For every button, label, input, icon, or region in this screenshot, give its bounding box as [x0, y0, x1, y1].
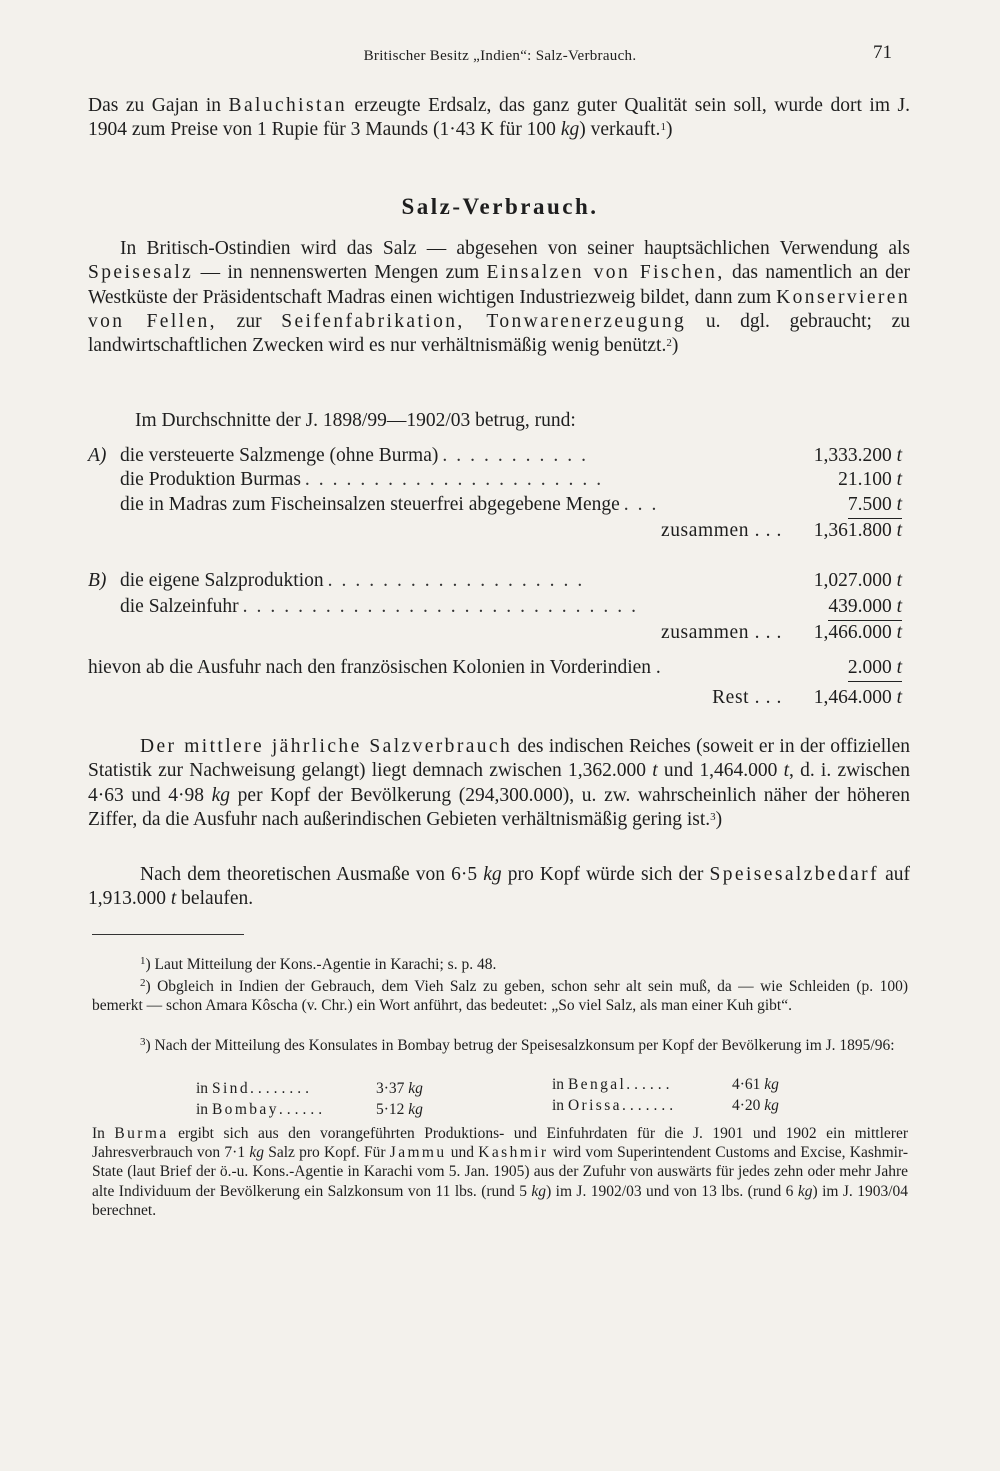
value-number: 1,027.000	[813, 570, 892, 591]
region-name: Bengal	[567, 1076, 627, 1093]
note-text: ergibt sich aus den vorangeführten Produktions- und Einfuhrdaten für die J. 1901 und 1902 ein mittlerer Jahresverbrauch von 7·1	[92, 1125, 908, 1162]
consumption-row-bengal	[552, 1075, 779, 1094]
table-a-row	[88, 493, 910, 517]
unit: kg	[797, 1182, 813, 1200]
footnote-1	[92, 955, 908, 974]
footnote-mark: 2	[140, 977, 146, 989]
region-prefix: in	[196, 1101, 212, 1118]
running-title: Britischer Besitz „Indien“: Salz-Verbrauch.	[363, 48, 637, 64]
consumption-row-orissa	[552, 1096, 779, 1115]
row-label-text: die in Madras zum Fischeinsalzen steuerfrei abgegebene Menge	[120, 494, 620, 515]
consumption-text-3: , d. i. zwischen 4·63 und 4·98	[88, 760, 910, 806]
rest-row	[88, 686, 910, 710]
usage-emph-3: Konservieren von Fellen,	[88, 286, 910, 332]
value-unit: t	[896, 570, 902, 591]
region-unit: kg	[408, 1101, 423, 1118]
unit: kg	[483, 864, 502, 885]
footnote-text: ) Nach der Mitteilung des Konsulates in Bombay betrug der Speisesalzkonsum per Kopf der Bevölkerung im J. 1895/96:	[145, 1037, 895, 1054]
dot-leaders: ........	[249, 1080, 313, 1097]
theory-emph: Speisesalzbedarf	[709, 864, 879, 885]
intro-text-4: )	[665, 119, 673, 141]
theory-paragraph	[88, 863, 910, 912]
note-text: ) im J. 1903/04 berechnet.	[92, 1182, 908, 1219]
region-prefix: in	[196, 1080, 212, 1097]
value-unit: t	[896, 596, 902, 617]
region-value: 4·20	[732, 1097, 761, 1114]
usage-text-4: zur	[216, 310, 282, 332]
row-label	[120, 468, 790, 492]
intro-text-2: erzeugte Erdsalz, das ganz guter Qualität sein soll, wurde dort im J. 1904 zum Preise von 1 Rupie für 3 Maunds (1·43 K für 100	[88, 95, 910, 141]
table-b-label: B)	[88, 570, 107, 591]
dot-leaders: ...........	[442, 445, 595, 466]
unit: t	[652, 760, 658, 782]
footnote-ref-3: 3	[710, 810, 716, 823]
region-prefix: in	[552, 1097, 568, 1114]
value-number: 7.500	[847, 494, 892, 515]
value-unit: t	[896, 657, 902, 678]
region-prefix: in	[552, 1076, 568, 1093]
total-value	[814, 621, 902, 645]
region-name: Kashmir	[478, 1144, 549, 1162]
usage-paragraph	[88, 237, 910, 358]
value-unit: t	[896, 494, 902, 515]
unit: t	[170, 888, 177, 910]
footnote-text: ) Laut Mitteilung der Kons.-Agentie in Karachi; s. p. 48.	[145, 956, 497, 973]
region-name: Burma	[114, 1125, 169, 1142]
dot-leaders: ......	[626, 1076, 674, 1093]
intro-unit: kg	[560, 119, 580, 141]
value-unit: t	[896, 445, 902, 466]
region-unit: kg	[764, 1076, 779, 1093]
value-unit: t	[896, 469, 902, 490]
footnote-text: ) Obgleich in Indien der Gebrauch, dem Vieh Salz zu geben, schon sehr alt sein muß, da — wie Schleiden (p. 100) bemerkt — schon Amara Kôscha (v. Chr.) ein Wort anführt, das bedeutet: „So viel Salz, als man einer Kuh gibt“.	[92, 978, 908, 1015]
table-a-label: A)	[88, 445, 107, 466]
value-number: 21.100	[838, 469, 892, 490]
section-title: Salz-Verbrauch.	[401, 194, 599, 219]
unit: kg	[211, 784, 231, 806]
intro-text-3: ) verkauft.	[579, 119, 661, 141]
usage-text-6: )	[671, 335, 679, 357]
burma-note	[92, 1124, 908, 1220]
note-text: und	[446, 1144, 479, 1162]
footnote-ref-1: 1	[660, 121, 666, 134]
consumption-text-2: und 1,464.000	[657, 760, 784, 782]
value-number: 439.000	[828, 596, 892, 617]
usage-emph-1: Speisesalz	[88, 262, 194, 284]
consumption-text-5: )	[715, 808, 723, 830]
note-text: In	[92, 1125, 115, 1142]
rest-value	[814, 686, 902, 710]
region-name: Orissa	[567, 1097, 622, 1114]
row-label	[120, 569, 790, 593]
dot-leaders: ......	[278, 1101, 327, 1118]
usage-emph-2: Einsalzen von Fischen,	[486, 262, 725, 284]
region-label	[552, 1096, 732, 1115]
row-label	[120, 493, 790, 517]
value-number: 2.000	[847, 657, 892, 678]
table-b-row	[88, 569, 910, 593]
consumption-text-1: des indischen Reiches (soweit er in der offiziellen Statistik zur Nachweisung gelangt) liegt demnach zwischen 1,362.000	[88, 736, 910, 782]
row-value	[814, 444, 902, 468]
theory-text-3: auf 1,913.000	[88, 864, 910, 910]
note-text: Salz pro Kopf. Für	[263, 1144, 390, 1162]
table-b-row	[88, 595, 910, 619]
value-unit: t	[896, 622, 902, 643]
total-label: zusammen . . .	[660, 520, 782, 541]
theory-text-1: Nach dem theoretischen Ausmaße von 6·5	[140, 864, 484, 885]
region-label	[552, 1075, 732, 1094]
table-a-row	[88, 444, 910, 468]
row-label	[120, 444, 790, 468]
value-unit: t	[896, 520, 902, 541]
intro-paragraph	[88, 94, 910, 143]
export-row	[88, 656, 910, 680]
footnote-divider	[92, 934, 244, 935]
unit: kg	[531, 1182, 547, 1200]
theory-text-2: pro Kopf würde sich der	[501, 864, 710, 885]
usage-text-1: In Britisch-Ostindien wird das Salz — abgesehen von seiner hauptsächlichen Verwendung als	[120, 238, 910, 259]
row-label-text: die Produktion Burmas	[120, 469, 301, 490]
dot-leaders: .............................	[242, 596, 645, 617]
dot-leaders: ...	[623, 494, 666, 515]
row-value	[838, 468, 902, 492]
unit: kg	[249, 1144, 264, 1162]
note-text: ) im J. 1902/03 und von 13 lbs. (rund 6	[546, 1182, 798, 1200]
usage-text-3: das namentlich an der Westküste der Präsidentschaft Madras einen wichtigen Industriezweig bildet, dann zum	[88, 262, 911, 308]
rest-label: Rest . . .	[712, 687, 782, 708]
theory-text-4: belaufen.	[176, 888, 254, 910]
footnote-2	[92, 977, 908, 1015]
region-unit: kg	[764, 1097, 779, 1114]
region-unit: kg	[408, 1080, 423, 1097]
region-label	[196, 1100, 376, 1119]
row-label-text: die Salzeinfuhr	[120, 596, 239, 617]
footnote-3	[92, 1036, 908, 1055]
region-name: Bombay	[211, 1101, 279, 1118]
region-label	[196, 1079, 376, 1098]
row-value	[848, 493, 902, 519]
table-a-row	[88, 468, 910, 492]
row-value	[814, 569, 902, 593]
consumption-paragraph	[88, 735, 910, 832]
region-name: Sind	[211, 1080, 250, 1097]
value-number: 1,333.200	[813, 445, 892, 466]
export-value	[848, 656, 902, 682]
footnote-ref-2: 2	[666, 337, 672, 350]
usage-text-5: u. dgl. gebraucht; zu landwirtschaftlichen Zwecken wird es nur verhältnismäßig wenig benützt.	[88, 310, 910, 357]
usage-emph-4: Seifenfabrikation, Tonwarenerzeugung	[281, 310, 687, 332]
average-intro: Im Durchschnitte der J. 1898/99—1902/03 betrug, rund:	[135, 410, 576, 431]
consumption-emph: Der mittlere jährliche Salzverbrauch	[140, 736, 513, 757]
table-b-total	[88, 621, 910, 645]
unit: t	[783, 760, 789, 782]
table-a-total	[88, 519, 910, 543]
consumption-row-bombay	[196, 1100, 423, 1119]
value-number: 1,466.000	[813, 622, 892, 643]
intro-place-name: Baluchistan	[228, 95, 348, 116]
dot-leaders: .......	[621, 1097, 678, 1114]
value-unit: t	[896, 687, 902, 708]
footnote-mark: 1	[140, 955, 146, 967]
row-value	[828, 595, 902, 621]
region-name: Jammu	[389, 1144, 447, 1162]
row-label-text: die eigene Salzproduktion	[120, 570, 324, 591]
total-value	[814, 519, 902, 543]
intro-text-1: Das zu Gajan in	[88, 95, 229, 116]
region-value: 3·37	[376, 1080, 405, 1097]
usage-text-2: — in nennenswerten Mengen zum	[193, 262, 487, 284]
value-number: 1,361.800	[813, 520, 892, 541]
row-label	[120, 595, 790, 619]
footnote-mark: 3	[140, 1036, 146, 1048]
page-number: 71	[873, 42, 892, 63]
note-text: wird vom Superintendent Customs and Excise, Kashmir-State (laut Brief der ö.-u. Kons.-Agentie in Karachi vom 5. Jan. 1905) aus der Zufuhr von auswärts für jedes zehn oder mehr Jahre alte Individuum der Bevölkerung ein Salzkonsum von 11 lbs. (rund 5	[92, 1144, 909, 1200]
region-value: 4·61	[732, 1076, 761, 1093]
value-number: 1,464.000	[813, 687, 892, 708]
region-value: 5·12	[376, 1101, 405, 1118]
consumption-row-sind	[196, 1079, 423, 1098]
consumption-text-4: per Kopf der Bevölkerung (294,300.000), u. zw. wahrscheinlich näher der höheren Ziffer, da die Ausfuhr nach außerindischen Gebieten verhältnismäßig gering ist.	[88, 784, 910, 830]
dot-leaders: ...................	[327, 570, 592, 591]
export-label: hievon ab die Ausfuhr nach den französischen Kolonien in Vorderindien .	[88, 657, 661, 678]
total-label: zusammen . . .	[660, 622, 782, 643]
dot-leaders: ......................	[304, 469, 611, 490]
row-label-text: die versteuerte Salzmenge (ohne Burma)	[120, 445, 439, 466]
